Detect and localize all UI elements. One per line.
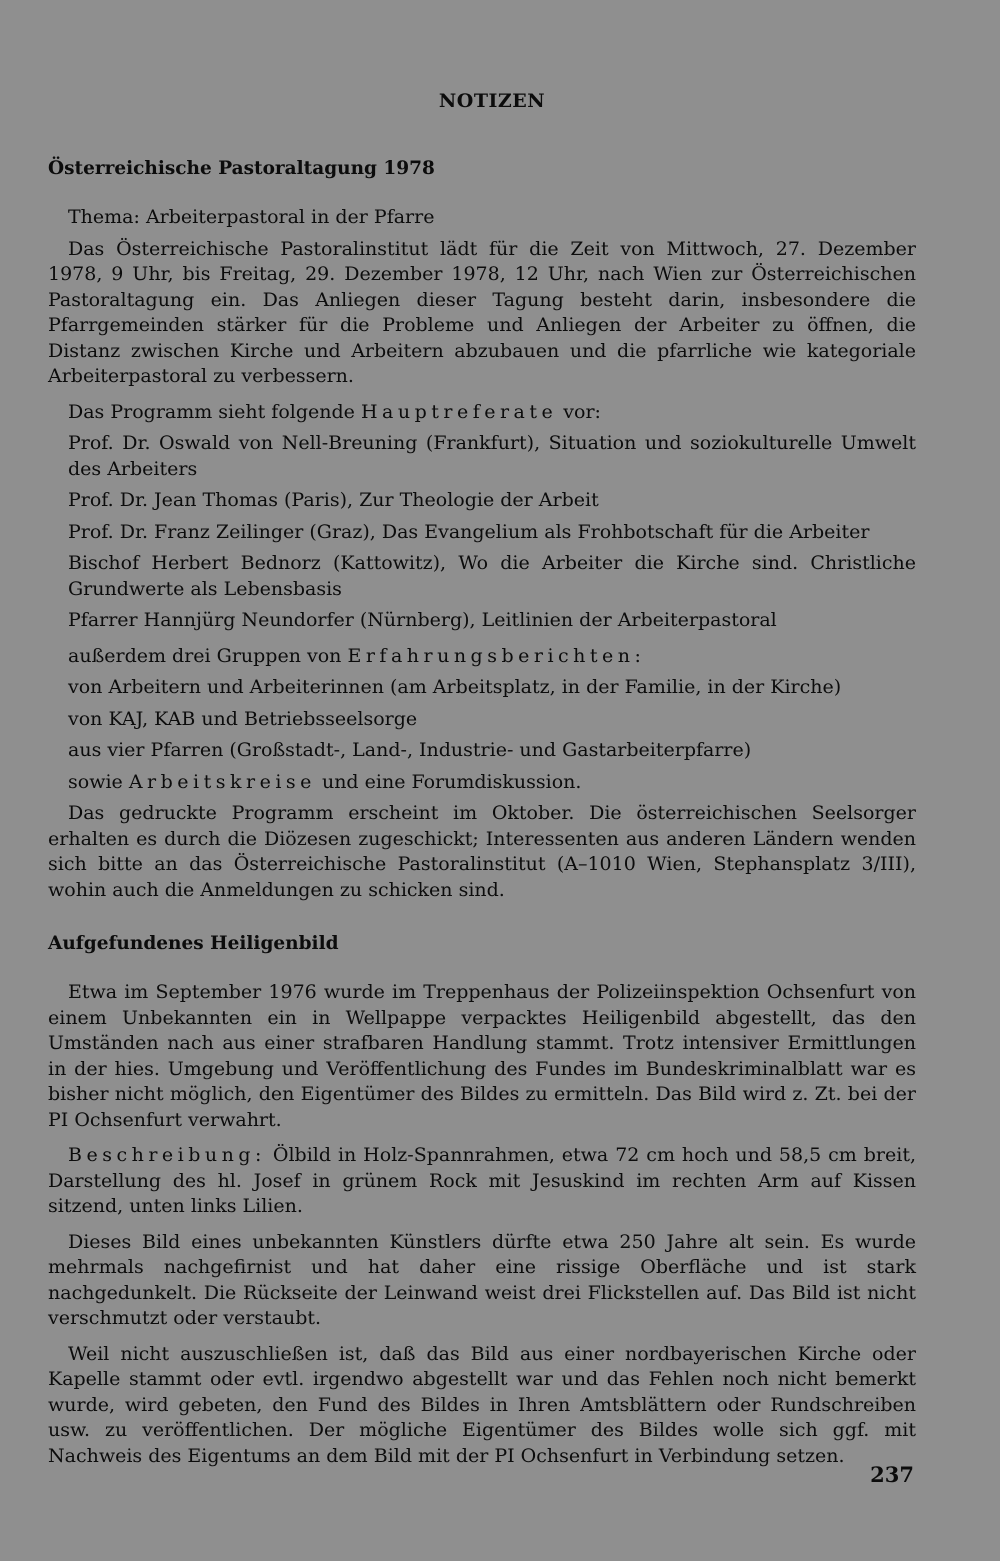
report-item: aus vier Pfarren (Großstadt-, Land-, Industrie- und Gastarbeiterpfarre) [68,739,752,761]
circles-emphasis: Arbeitskreise [128,770,316,793]
circles-suffix: und eine Forumdiskussion. [315,770,582,793]
theme-line: Thema: Arbeiterpastoral in der Pfarre [68,206,435,228]
reports-line [48,644,916,670]
paragraph: Weil nicht auszuschließen ist, daß das Bild aus einer nordbayerischen Kirche oder Kapelle stammt oder evtl. irgendwo abgestellt war und das Fehlen noch nicht bemerkt wurde, wird gebeten, den Fund des Bildes in Ihren Amtsblättern oder Rundschreiben usw. zu veröffentlichen. Der mögliche Eigentümer des Bildes wolle sich ggf. mit Nachweis des Eigentums an dem Bild mit der PI Ochsenfurt in Verbindung setzen. [48,1342,916,1467]
circles-line [48,770,916,796]
lecture-item: Pfarrer Hannjürg Neundorfer (Nürnberg), Leitlinien der Arbeiterpastoral [68,609,777,631]
program-emphasis: Hauptreferate [360,400,558,423]
description-emphasis: Beschreibung: [68,1144,266,1166]
program-prefix: Das Programm sieht folgende [68,400,361,423]
report-item: von Arbeitern und Arbeiterinnen (am Arbeitsplatz, in der Familie, in der Kirche) [68,676,842,698]
lecture-item: Bischof Herbert Bednorz (Kattowitz), Wo die Arbeiter die Kirche sind. Christliche Grundwerte als Lebensbasis [68,552,916,600]
program-suffix: vor: [557,400,601,423]
closing-paragraph: Das gedruckte Programm erscheint im Oktober. Die österreichischen Seelsorger erhalten es durch die Diözesen zugeschickt; Interessenten aus anderen Ländern wenden sich bitte an das Österreichische Pastoralinstitut (A–1010 Wien, Stephansplatz 3/III), wohin auch die Anmeldungen zu schicken sind. [48,802,916,901]
intro-paragraph: Das Österreichische Pastoralinstitut lädt für die Zeit von Mittwoch, 27. Dezember 1978, 9 Uhr, bis Freitag, 29. Dezember 1978, 12 Uhr, nach Wien zur Österreichischen Pastoraltagung ein. Das Anliegen dieser Tagung besteht darin, insbesondere die Pfarrgemeinden stärker für die Probleme und Anliegen der Arbeiter zu öffnen, die Distanz zwischen Kirche und Arbeitern abzubauen und die pfarrliche wie kategoriale Arbeiterpastoral zu verbessern. [48,237,916,387]
paragraph: Dieses Bild eines unbekannten Künstlers dürfte etwa 250 Jahre alt sein. Es wurde mehrmals nachgefirnist und hat daher eine rissige Oberfläche und ist stark nachgedunkelt. Die Rückseite der Leinwand weist drei Flickstellen auf. Das Bild ist nicht verschmutzt oder verstaubt. [48,1230,916,1329]
description-text: Ölbild in Holz-Spannrahmen, etwa 72 cm hoch und 58,5 cm breit, Darstellung des hl. Josef in grünem Rock mit Jesuskind im rechten Arm auf Kissen sitzend, unten links Lilien. [48,1144,916,1217]
paragraph: Etwa im September 1976 wurde im Treppenhaus der Polizeiinspektion Ochsenfurt von einem Unbekannten ein in Wellpappe verpacktes Heiligenbild abgestellt, das den Umständen nach aus einer strafbaren Handlung stammt. Trotz intensiver Ermittlungen in der hies. Umgebung und Veröffentlichung des Fundes im Bundeskriminalblatt war es bisher nicht möglich, den Eigentümer des Bildes zu ermitteln. Das Bild wird z. Zt. bei der PI Ochsenfurt verwahrt. [48,981,916,1131]
section-heiligenbild [48,933,916,1469]
section-title: Aufgefundenes Heiligenbild [48,933,339,954]
section-title: Österreichische Pastoraltagung 1978 [48,158,435,179]
lecture-item: Prof. Dr. Jean Thomas (Paris), Zur Theologie der Arbeit [68,489,599,511]
circles-prefix: sowie [68,770,129,793]
reports-emphasis: Erfahrungsberichten: [347,644,646,667]
reports-prefix: außerdem drei Gruppen von [68,644,348,667]
program-line [48,400,916,426]
lecture-item: Prof. Dr. Oswald von Nell-Breuning (Frankfurt), Situation und soziokulturelle Umwelt des Arbeiters [68,432,916,480]
lecture-item: Prof. Dr. Franz Zeilinger (Graz), Das Evangelium als Frohbotschaft für die Arbeiter [68,520,870,543]
running-head: NOTIZEN [438,90,546,112]
description-paragraph [48,1143,916,1220]
page-number: 237 [870,1462,914,1487]
report-item: von KAJ, KAB und Betriebsseelsorge [68,707,418,730]
section-pastoraltagung [48,158,916,903]
